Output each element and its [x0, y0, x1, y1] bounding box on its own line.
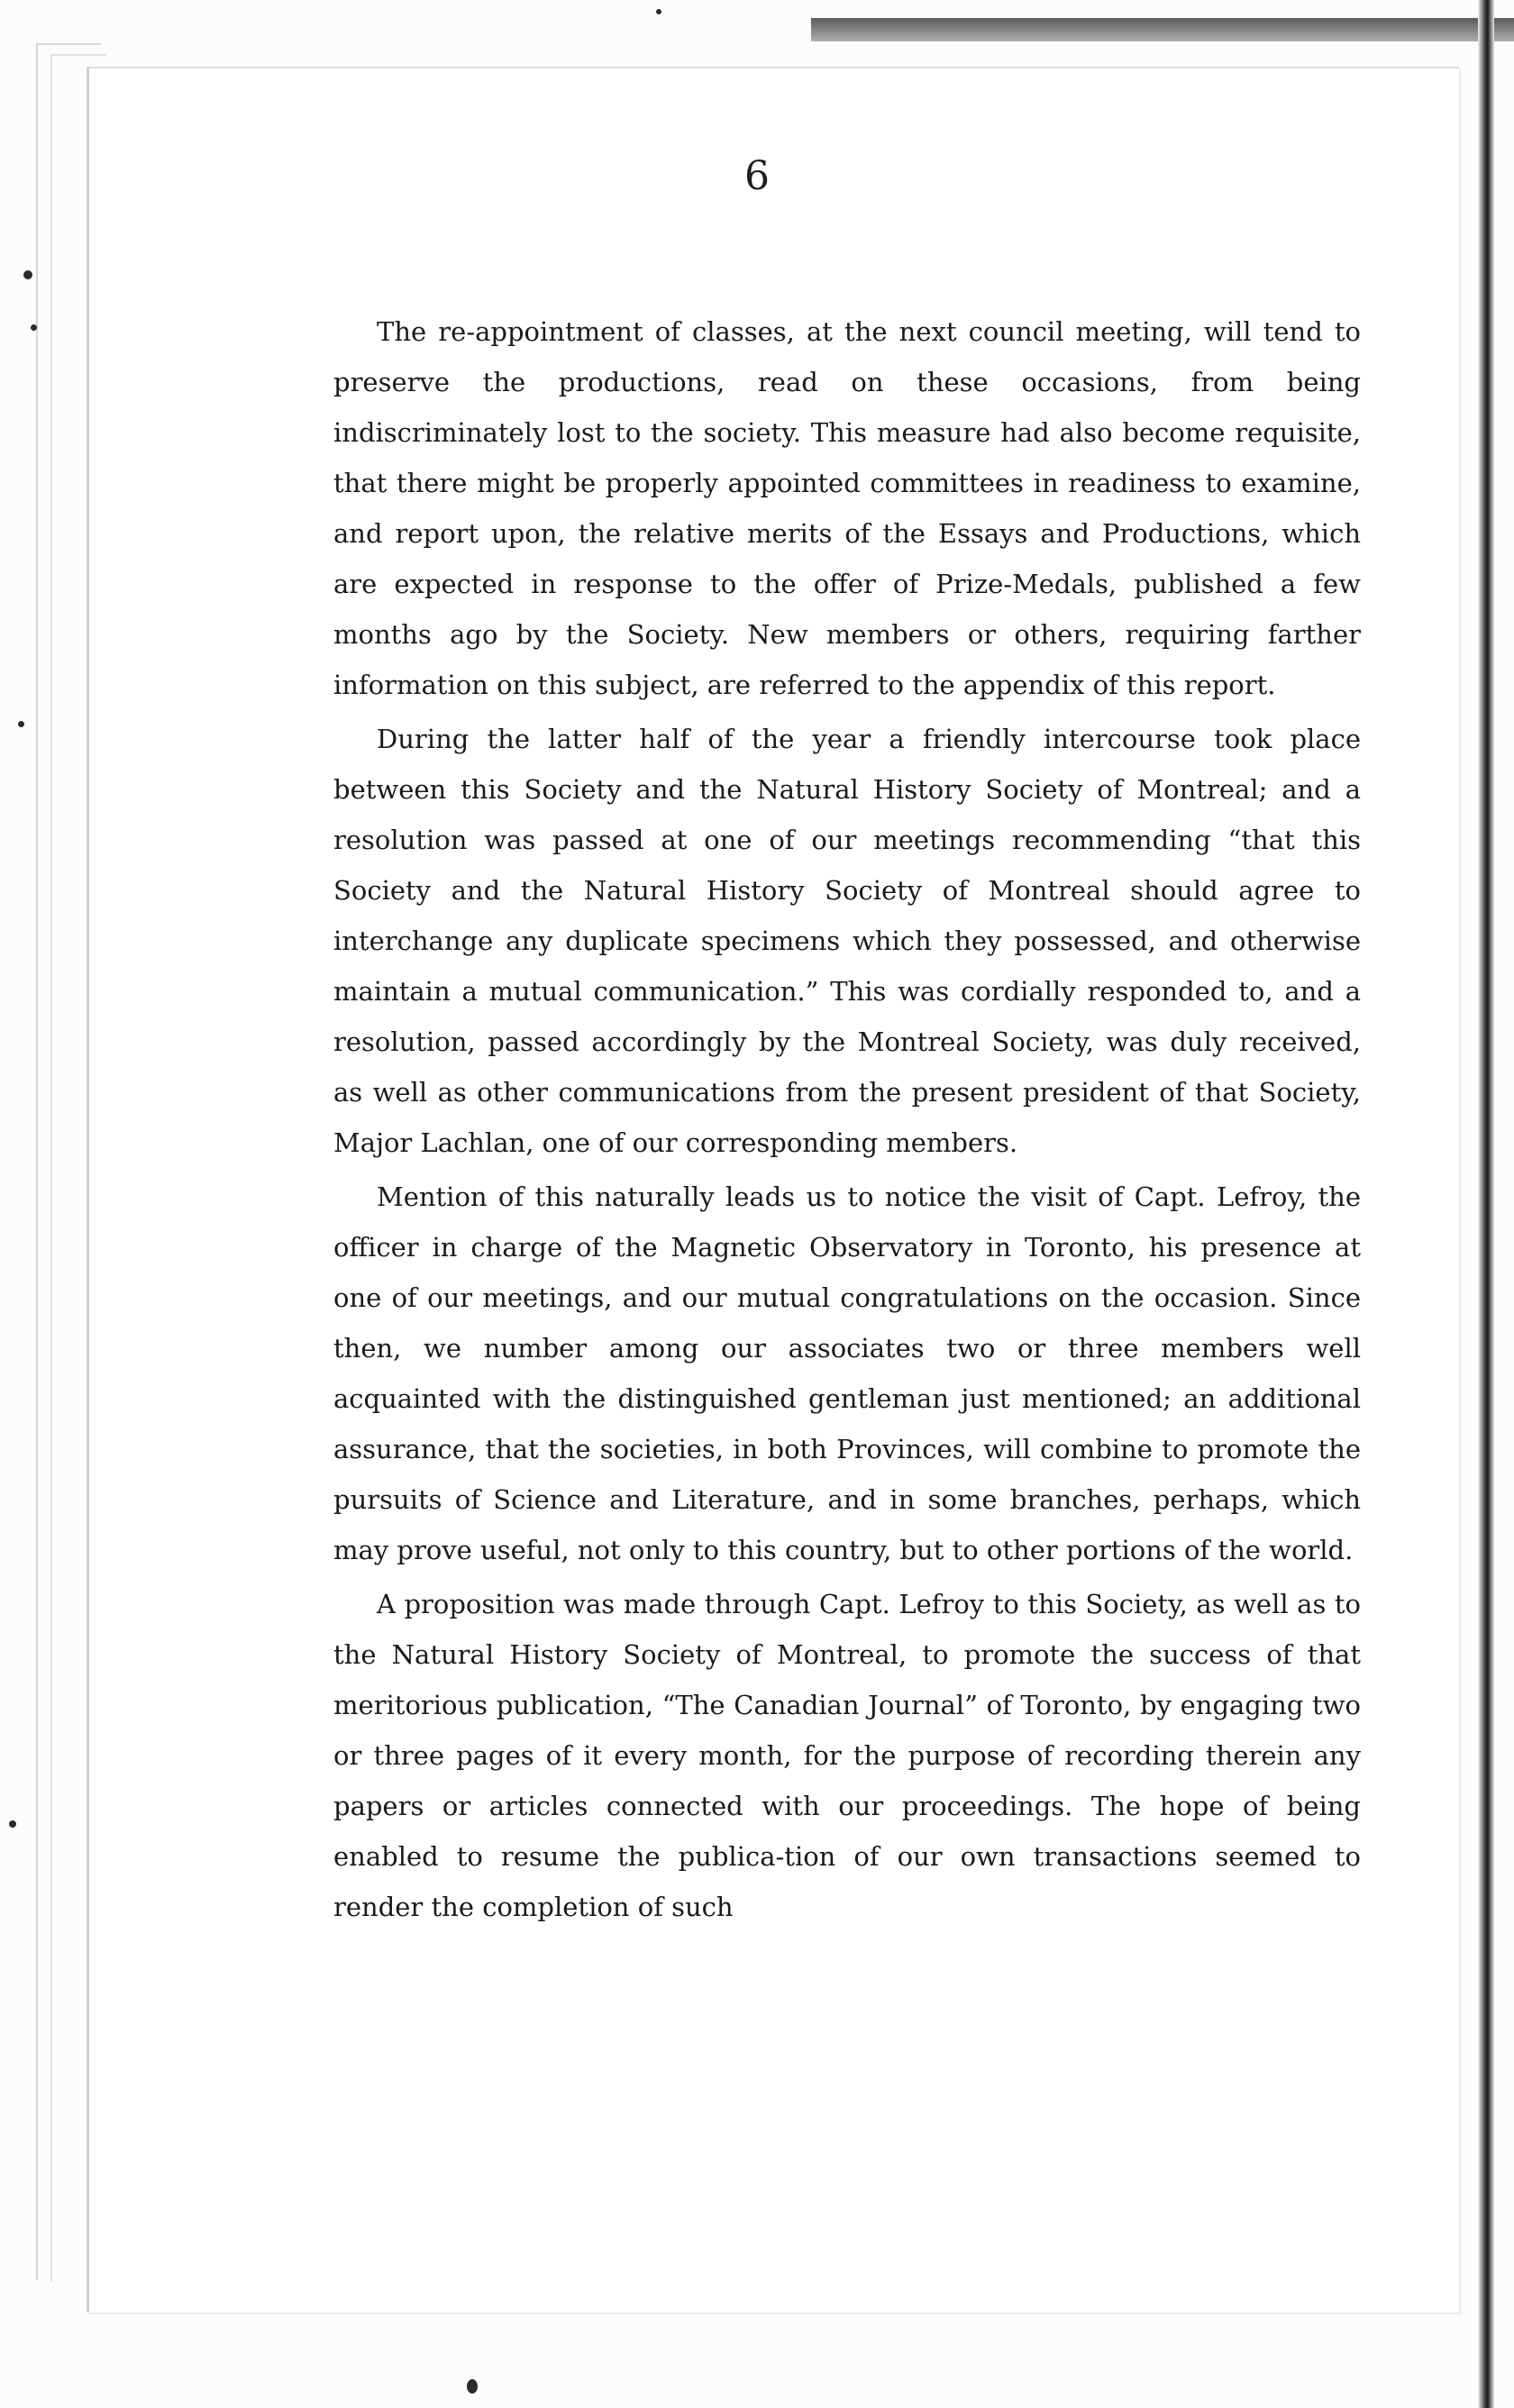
scan-speck: [31, 324, 37, 331]
binding-edge: [1478, 0, 1494, 2408]
scan-top-shadow: [811, 18, 1514, 41]
scan-speck: [656, 9, 661, 14]
paragraph: A proposition was made through Capt. Lefroy to this Society, as well as to the Natural History Society of Montreal, to promote the success of that meritorious publication, “The Canadian Journal” of Toronto, by engaging two or three pages of it every month, for the purpose of recording therein any papers or articles connected with our proceedings. The hope of being enabled to resume the publica-tion of our own transactions seemed to render the completion of such: [333, 1589, 1361, 1922]
paragraph: Mention of this naturally leads us to notice the visit of Capt. Lefroy, the officer in charge of the Magnetic Observatory in Toronto, his presence at one of our meetings, and our mutual congratulations on the occasion. Since then, we number among our associates two or three members well acquainted with the distinguished gentleman just mentioned; an additional assurance, that the societies, in both Provinces, will combine to promote the pursuits of Science and Literature, and in some branches, perhaps, which may prove useful, not only to this country, but to other portions of the world.: [333, 1181, 1361, 1565]
body-text: [333, 306, 1361, 1936]
paragraph: During the latter half of the year a friendly intercourse took place between this Society and the Natural History Society of Montreal; and a resolution was passed at one of our meetings recommending “that this Society and the Natural History Society of Montreal should agree to interchange any duplicate specimens which they possessed, and otherwise maintain a mutual communication.” This was cordially responded to, and a resolution, passed accordingly by the Montreal Society, was duly received, as well as other communications from the present president of that Society, Major Lachlan, one of our corresponding members.: [333, 724, 1361, 1158]
page-number: 6: [744, 153, 770, 199]
scan-speck: [9, 1820, 16, 1828]
scan-speck: [18, 721, 24, 727]
paragraph: The re-appointment of classes, at the next council meeting, will tend to preserve the productions, read on these occasions, from being indiscriminately lost to the society. This measure had also become requisite, that there might be properly appointed committees in readiness to examine, and report upon, the relative merits of the Essays and Productions, which are expected in response to the offer of Prize-Medals, published a few months ago by the Society. New members or others, requiring farther information on this subject, are referred to the appendix of this report.: [333, 316, 1361, 700]
scan-speck: [467, 2379, 478, 2394]
scan-speck: [23, 270, 32, 279]
